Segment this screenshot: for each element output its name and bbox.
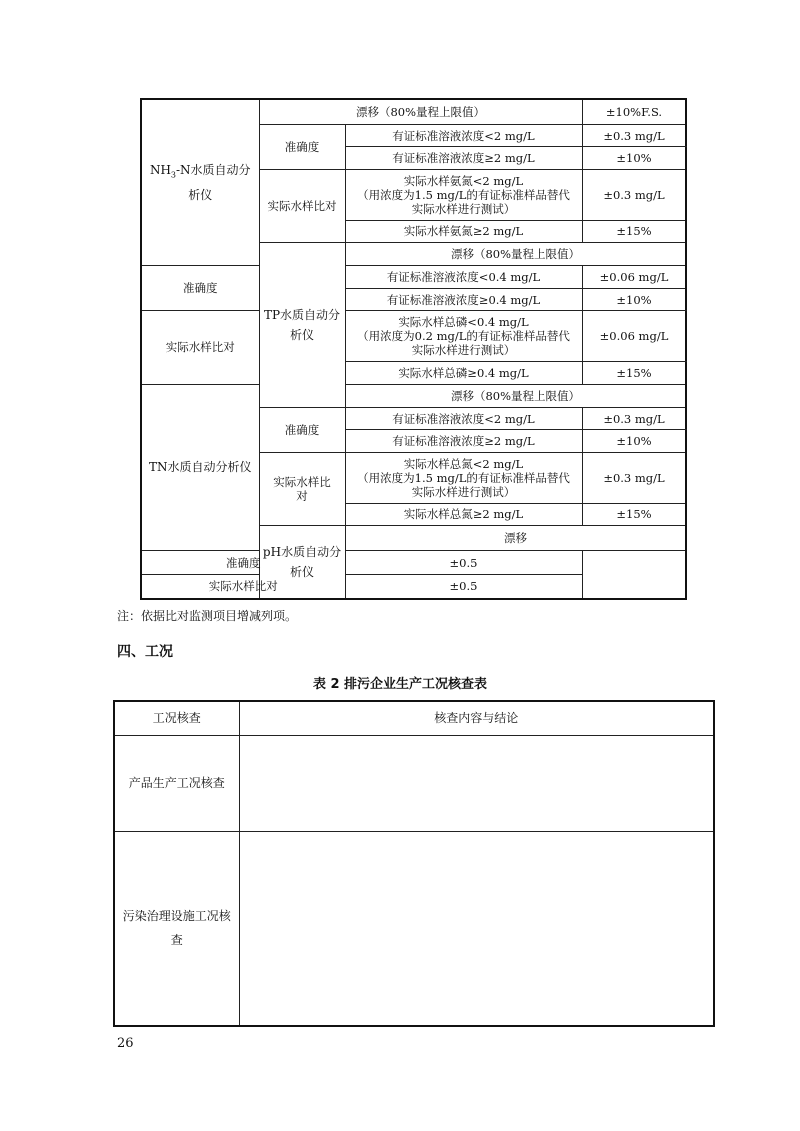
tp-cmp-high-value: ±15%	[582, 362, 686, 384]
nh3-acc-low: 有证标准溶液浓度<2 mg/L	[345, 124, 582, 146]
instrument-tn: TN水质自动分析仪	[141, 384, 259, 551]
working-condition-table	[113, 700, 715, 1027]
tp-acc-high: 有证标准溶液浓度≥0.4 mg/L	[345, 288, 582, 310]
nh3-instrument-label: $NH_3-N$水质自动分	[149, 163, 251, 180]
t2-pollution-content[interactable]	[239, 831, 714, 1026]
nh3-drift-value: ±10%F.S.	[582, 99, 686, 124]
nh3-acc-low-value: ±0.3 mg/L	[582, 124, 686, 146]
ph-accuracy: 准确度	[141, 551, 345, 574]
page-number: 26	[117, 1036, 134, 1051]
tn-cmp-high-value: ±15%	[582, 503, 686, 525]
nh3-accuracy: 准确度	[259, 124, 345, 169]
table2-caption: 表 2 排污企业生产工况核查表	[312, 677, 488, 692]
tn-cmp-high: 实际水样总氮≥2 mg/L	[345, 503, 582, 525]
tp-acc-high-value: ±10%	[582, 288, 686, 310]
performance-table	[140, 98, 687, 600]
nh3-acc-high-value: ±10%	[582, 147, 686, 169]
t2-header-content: 核查内容与结论	[239, 701, 714, 735]
tn-acc-high-value: ±10%	[582, 430, 686, 452]
tp-drift: 漂移（80%量程上限值）	[345, 243, 686, 266]
t2-product-label: 产品生产工况核查	[114, 735, 239, 831]
tn-acc-low-value: ±0.3 mg/L	[582, 407, 686, 429]
instrument-tp: TP水质自动分析仪	[259, 243, 345, 408]
t2-pollution-label: 污染治理设施工况核 查	[114, 831, 239, 1026]
ph-drift: 漂移	[345, 526, 686, 551]
tp-cmp-low-value: ±0.06 mg/L	[582, 311, 686, 362]
tn-cmp-low-value: ±0.3 mg/L	[582, 452, 686, 503]
tp-acc-low-value: ±0.06 mg/L	[582, 266, 686, 288]
section-title: 四、工况	[117, 644, 173, 660]
t2-product-content[interactable]	[239, 735, 714, 831]
nh3-cmp-high-value: ±15%	[582, 220, 686, 242]
tp-cmp-high: 实际水样总磷≥0.4 mg/L	[345, 362, 582, 384]
nh3-cmp-low-value: ±0.3 mg/L	[582, 169, 686, 220]
nh3-cmp-low: 实际水样氨氮<2 mg/L （用浓度为1.5 mg/L的有证标准样品替代 实际水样进行测试）	[345, 169, 582, 220]
instrument-nh3	[141, 99, 259, 266]
tn-acc-high: 有证标准溶液浓度≥2 mg/L	[345, 430, 582, 452]
ph-compare-value: ±0.5	[345, 574, 582, 599]
nh3-drift: 漂移（80%量程上限值）	[259, 99, 582, 124]
nh3-instrument-line2: 析仪	[188, 188, 213, 203]
tn-cmp-low: 实际水样总氮<2 mg/L （用浓度为1.5 mg/L的有证标准样品替代 实际水样进行测试）	[345, 452, 582, 503]
tp-acc-low: 有证标准溶液浓度<0.4 mg/L	[345, 266, 582, 288]
nh3-compare: 实际水样比对	[259, 169, 345, 242]
tp-accuracy: 准确度	[141, 266, 259, 311]
t2-header-check: 工况核查	[114, 701, 239, 735]
nh3-cmp-high: 实际水样氨氮≥2 mg/L	[345, 220, 582, 242]
tn-drift: 漂移（80%量程上限值）	[345, 384, 686, 407]
ph-compare: 实际水样比对	[141, 574, 345, 599]
tp-cmp-low: 实际水样总磷<0.4 mg/L （用浓度为0.2 mg/L的有证标准样品替代 实际水样进行测试）	[345, 311, 582, 362]
nh3-acc-high: 有证标准溶液浓度≥2 mg/L	[345, 147, 582, 169]
tn-acc-low: 有证标准溶液浓度<2 mg/L	[345, 407, 582, 429]
instrument-ph: pH水质自动分析仪	[259, 526, 345, 600]
ph-accuracy-value: ±0.5	[345, 551, 582, 574]
tp-compare: 实际水样比对	[141, 311, 259, 384]
tn-compare: 实际水样比 对	[259, 452, 345, 525]
tn-accuracy: 准确度	[259, 407, 345, 452]
table-note: 注：依据比对监测项目增减列项。	[117, 609, 298, 623]
